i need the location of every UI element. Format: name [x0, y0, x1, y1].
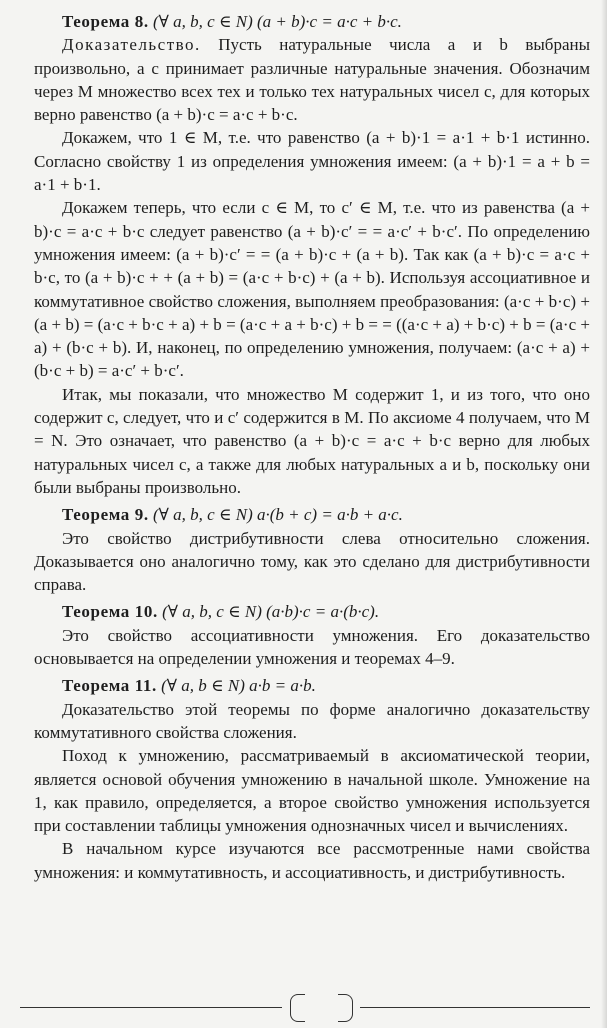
- theorem-9-formula: (∀ a, b, c ∈ N) a·(b + c) = a·b + a·c.: [152, 505, 403, 525]
- proof-paragraph-3: Докажем теперь, что если c ∈ M, то c′ ∈ M, т.е. что из равенства (a + b)·c = a·c + b·c следует равенство (a + b)·c′ = = a·c′ + b·c′. По определению умножения имеем: (a + b)·c′ = = (a + b)·c + (a + b). Так как (a + b)·c = a·c + b·c, то (a + b)·c + + (a + b) = (a·c + b·c) + (a + b). Используя ассоциативное и коммутативное свойство сложения, выполняем преобразования: (a·c + b·c) + (a + b) = (a·c + b·c + a) + b = (a·c + a + b·c) + b = = ((a·c + a) + b·c) + b = (a·c + a) + (b·c + b). И, наконец, по определению умножения, получаем: (a·c + a) + (b·c + b) = a·c′ + b·c′.: [34, 198, 590, 381]
- page-footer-ornament: [20, 994, 590, 1020]
- theorem-8-label: Теорема 8.: [62, 12, 149, 31]
- theorem-10-formula: (∀ a, b, c ∈ N) (a·b)·c = a·(b·c).: [162, 602, 380, 622]
- theorem-10-text: Это свойство ассоциативности умножения. Его доказательство основывается на определении умножения и теоремах 4–9.: [34, 625, 590, 669]
- theorem-9-text: Это свойство дистрибутивности слева относительно сложения. Доказывается оно аналогично тому, как это сделано для дистрибутивности справа.: [34, 528, 590, 595]
- theorem-8-formula: (∀ a, b, c ∈ N) (a + b)·c = a·c + b·c.: [152, 12, 402, 31]
- closing-paragraph-1: Поход к умножению, рассматриваемый в аксиоматической теории, является основой обучения умножению в начальной школе. Умножение на 1, как правило, определяется, а второе свойство умножения используется при составлении таблицы умножения однозначных чисел и вычислениях.: [34, 746, 590, 836]
- footer-bracket-right: [338, 994, 353, 1022]
- page-body: [34, 10, 590, 884]
- footer-rule-right: [360, 1007, 590, 1008]
- theorem-11: [34, 674, 590, 697]
- theorem-11-formula: (∀ a, b ∈ N) a·b = a·b.: [161, 676, 316, 696]
- theorem-10-label: Теорема 10.: [62, 602, 158, 622]
- theorem-10: [34, 600, 590, 623]
- theorem-11-text: Доказательство этой теоремы по форме аналогично доказательству коммутативного свойства сложения.: [34, 699, 590, 742]
- proof-paragraph-2: Докажем, что 1 ∈ M, т.е. что равенство (a + b)·1 = a·1 + b·1 истинно. Согласно свойству 1 из определения умножения имеем: (a + b)·1 = a + b = a·1 + b·1.: [34, 128, 590, 195]
- footer-rule-left: [20, 1007, 282, 1008]
- theorem-9-label: Теорема 9.: [62, 505, 149, 525]
- page-edge-shadow: [601, 0, 607, 1028]
- theorem-8: [34, 10, 590, 33]
- proof-paragraph-1: [34, 33, 590, 126]
- theorem-9: [34, 503, 590, 526]
- theorem-11-label: Теорема 11.: [62, 676, 157, 696]
- footer-bracket-left: [290, 994, 305, 1022]
- closing-paragraph-2: В начальном курсе изучаются все рассмотренные нами свойства умножения: и коммутативность, и ассоциативность, и дистрибутивность.: [34, 839, 590, 882]
- proof-paragraph-1-text: Пусть натуральные числа a и b выбраны произвольно, а c принимает различные натуральные значения. Обозначим через M множество всех тех и только тех натуральных чисел c, для которых верно равенство (a + b)·c = a·c + b·c.: [34, 35, 591, 125]
- proof-paragraph-4: Итак, мы показали, что множество M содержит 1, и из того, что оно содержит c, следует, что и c′ содержится в M. По аксиоме 4 получаем, что M = N. Это означает, что равенство (a + b)·c = a·c + b·c верно для любых натуральных чисел c, а также для любых натуральных a и b, поскольку они были выбраны произвольно.: [34, 384, 590, 497]
- proof-label: Доказательство.: [62, 35, 201, 55]
